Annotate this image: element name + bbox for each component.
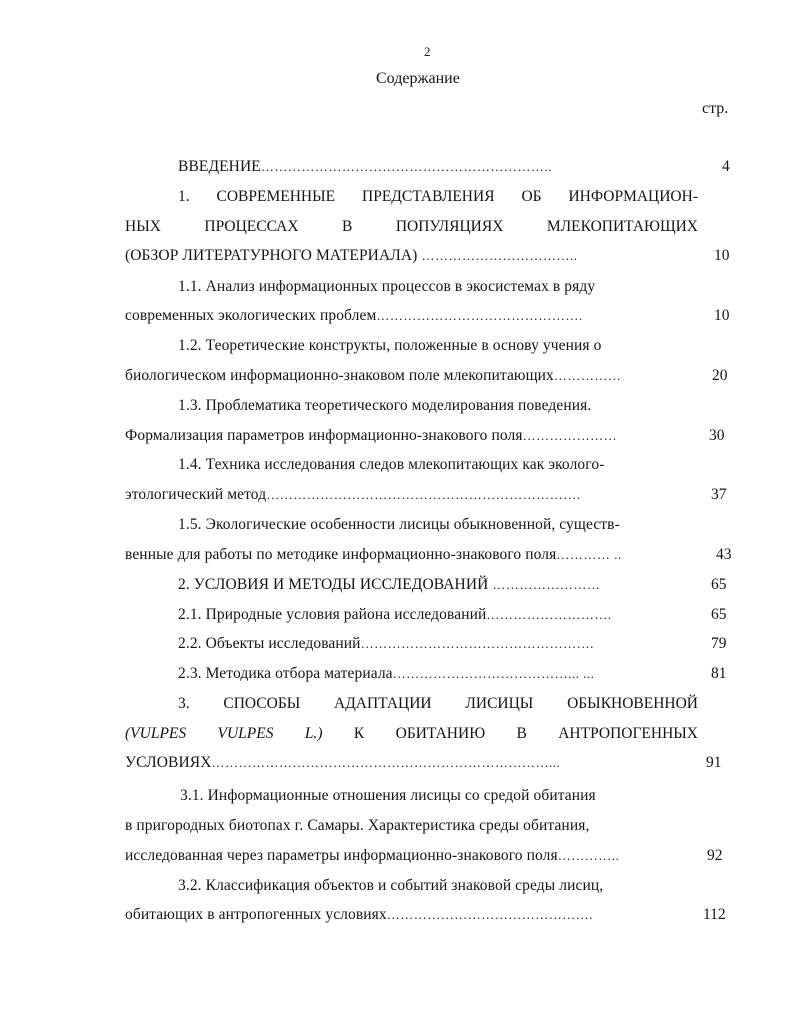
toc-entry-1-2-line1[interactable] bbox=[178, 337, 601, 355]
toc-entry-text: в пригородных биотопах г. Самары. Характеристика среды обитания, bbox=[125, 817, 590, 834]
toc-entry-2-1[interactable] bbox=[178, 606, 612, 624]
toc-word: 1. bbox=[178, 188, 190, 205]
toc-entry-ch3-line3 bbox=[125, 754, 560, 772]
toc-entry-text: 1.2. Теоретические конструкты, положенные в основу учения о bbox=[178, 337, 602, 354]
page-title: Содержание bbox=[376, 70, 460, 87]
toc-leader: ……………………………………………………………. bbox=[266, 487, 581, 502]
toc-entry-text: 1.5. Экологические особенности лисицы обыкновенной, существ- bbox=[178, 516, 620, 533]
toc-page-ch1: 10 bbox=[714, 247, 730, 264]
toc-page-1-2: 20 bbox=[712, 367, 728, 384]
toc-word: НЫХ bbox=[125, 218, 161, 235]
toc-leader: ………… .. bbox=[556, 547, 622, 562]
toc-leader: ………………………………………. bbox=[376, 308, 583, 323]
toc-leader: ………………… bbox=[522, 428, 618, 443]
toc-entry-text: УСЛОВИЯХ bbox=[125, 754, 212, 771]
toc-word: ЛИСИЦЫ bbox=[465, 695, 534, 712]
toc-word: ПОПУЛЯЦИЯХ bbox=[395, 218, 504, 235]
toc-entry-text: 2. УСЛОВИЯ И МЕТОДЫ ИССЛЕДОВАНИЙ bbox=[178, 576, 489, 593]
toc-page-1-5: 43 bbox=[716, 546, 732, 563]
toc-entry-1-4-line2 bbox=[125, 486, 580, 504]
toc-leader: ………………………………………. bbox=[386, 907, 594, 922]
toc-entry-1-3-line2 bbox=[125, 427, 617, 445]
toc-entry-ch1-line1[interactable] bbox=[178, 188, 698, 206]
toc-entry-ch3-line1[interactable] bbox=[178, 695, 698, 713]
toc-entry-text: ВВЕДЕНИЕ bbox=[178, 158, 261, 175]
toc-leader: …………………………………………………………………... bbox=[211, 755, 561, 770]
toc-leader: …………………………….. bbox=[421, 248, 578, 263]
toc-page-1-3: 30 bbox=[709, 427, 725, 444]
toc-entry-text: 3.1. Информационные отношения лисицы со средой обитания bbox=[180, 787, 596, 804]
toc-entry-ch1-line2 bbox=[125, 218, 698, 236]
toc-leader: …………… bbox=[553, 368, 622, 383]
toc-entry-text: исследованная через параметры информационно-знакового поля bbox=[125, 847, 558, 864]
page-number: 2 bbox=[424, 44, 431, 59]
toc-entry-3-1-line1[interactable] bbox=[180, 787, 596, 805]
toc-page-1-1: 10 bbox=[714, 307, 730, 324]
toc-word: В bbox=[516, 725, 527, 742]
toc-page-ch2: 65 bbox=[711, 576, 727, 593]
toc-word: АНТРОПОГЕННЫХ bbox=[558, 725, 698, 742]
toc-leader: ………………………. bbox=[486, 607, 612, 622]
toc-word: АДАПТАЦИИ bbox=[334, 695, 432, 712]
toc-leader: ………….. bbox=[557, 848, 620, 863]
toc-entry-text: венные для работы по методике информационно-знакового поля bbox=[125, 546, 557, 563]
toc-entry-1-4-line1[interactable] bbox=[178, 456, 604, 474]
toc-page-1-4: 37 bbox=[711, 486, 727, 503]
toc-entry-3-1-line3 bbox=[125, 847, 619, 865]
toc-page-3-2: 112 bbox=[703, 906, 726, 923]
toc-entry-text: этологический метод bbox=[125, 486, 267, 503]
toc-page-ch3: 91 bbox=[706, 754, 722, 771]
toc-entry-text: обитающих в антропогенных условиях bbox=[125, 906, 387, 923]
toc-entry-1-2-line2 bbox=[125, 367, 621, 385]
toc-word: В bbox=[342, 218, 353, 235]
toc-entry-text: 1.1. Анализ информационных процессов в экосистемах в ряду bbox=[178, 278, 596, 295]
toc-entry-intro[interactable] bbox=[178, 158, 552, 176]
toc-entry-text: биологическом информационно-знаковом поле млекопитающих bbox=[125, 367, 554, 384]
toc-entry-text: 1.4. Техника исследования следов млекопитающих как эколого- bbox=[178, 456, 605, 473]
page-column-label: стр. bbox=[702, 100, 729, 117]
toc-leader: …………………………………... ... bbox=[392, 666, 595, 681]
toc-entry-ch3-line2 bbox=[125, 725, 698, 743]
toc-leader: …………………… bbox=[492, 577, 601, 592]
toc-entry-text: 2.3. Методика отбора материала bbox=[178, 665, 393, 682]
toc-word: ОБЫКНОВЕННОЙ bbox=[567, 695, 698, 712]
toc-entry-text: 2.2. Объекты исследований bbox=[178, 635, 361, 652]
toc-entry-1-3-line1[interactable] bbox=[178, 397, 591, 415]
toc-entry-3-2-line2 bbox=[125, 906, 593, 924]
toc-word: ИНФОРМАЦИОН- bbox=[568, 188, 698, 205]
toc-entry-1-1-line1[interactable] bbox=[178, 278, 595, 296]
toc-entry-ch2[interactable] bbox=[178, 576, 600, 594]
toc-word: ОБИТАНИЮ bbox=[395, 725, 486, 742]
toc-entry-3-1-line2 bbox=[125, 817, 589, 835]
toc-word: ОБ bbox=[521, 188, 542, 205]
toc-word: ПРОЦЕССАХ bbox=[204, 218, 299, 235]
toc-page-intro: 4 bbox=[722, 158, 730, 175]
toc-page-2-1: 65 bbox=[711, 606, 727, 623]
toc-word: 3. bbox=[178, 695, 190, 712]
toc-leader: ……………………………………………. bbox=[360, 636, 594, 651]
toc-word: СОВРЕМЕННЫЕ bbox=[216, 188, 336, 205]
toc-entry-text: 3.2. Классификация объектов и событий знаковой среды лисиц, bbox=[178, 877, 604, 894]
toc-word: СПОСОБЫ bbox=[223, 695, 301, 712]
toc-entry-2-2[interactable] bbox=[178, 635, 594, 653]
toc-word: К bbox=[353, 725, 365, 742]
toc-page-3-1: 92 bbox=[707, 847, 723, 864]
toc-entry-text: 2.1. Природные условия района исследований bbox=[178, 606, 487, 623]
toc-word: VULPES bbox=[217, 725, 274, 742]
toc-entry-1-5-line2 bbox=[125, 546, 622, 564]
toc-leader: ……………………………………………………….. bbox=[260, 159, 552, 174]
toc-entry-1-1-line2 bbox=[125, 307, 583, 325]
toc-entry-text: современных экологических проблем bbox=[125, 307, 377, 324]
toc-word: L.) bbox=[304, 725, 323, 742]
toc-entry-1-5-line1[interactable] bbox=[178, 516, 620, 534]
toc-page-2-3: 81 bbox=[711, 665, 727, 682]
toc-word: ПРЕДСТАВЛЕНИЯ bbox=[362, 188, 495, 205]
toc-word: (VULPES bbox=[125, 725, 187, 742]
toc-entry-text: 1.3. Проблематика теоретического моделирования поведения. bbox=[178, 397, 592, 414]
toc-page-2-2: 79 bbox=[711, 635, 727, 652]
toc-entry-ch1-line3 bbox=[125, 247, 577, 265]
toc-word: МЛЕКОПИТАЮЩИХ bbox=[546, 218, 698, 235]
toc-entry-2-3[interactable] bbox=[178, 665, 594, 683]
toc-entry-text: Формализация параметров информационно-знакового поля bbox=[125, 427, 523, 444]
toc-entry-text: (ОБЗОР ЛИТЕРАТУРНОГО МАТЕРИАЛА) bbox=[125, 247, 418, 264]
toc-entry-3-2-line1[interactable] bbox=[178, 877, 603, 895]
